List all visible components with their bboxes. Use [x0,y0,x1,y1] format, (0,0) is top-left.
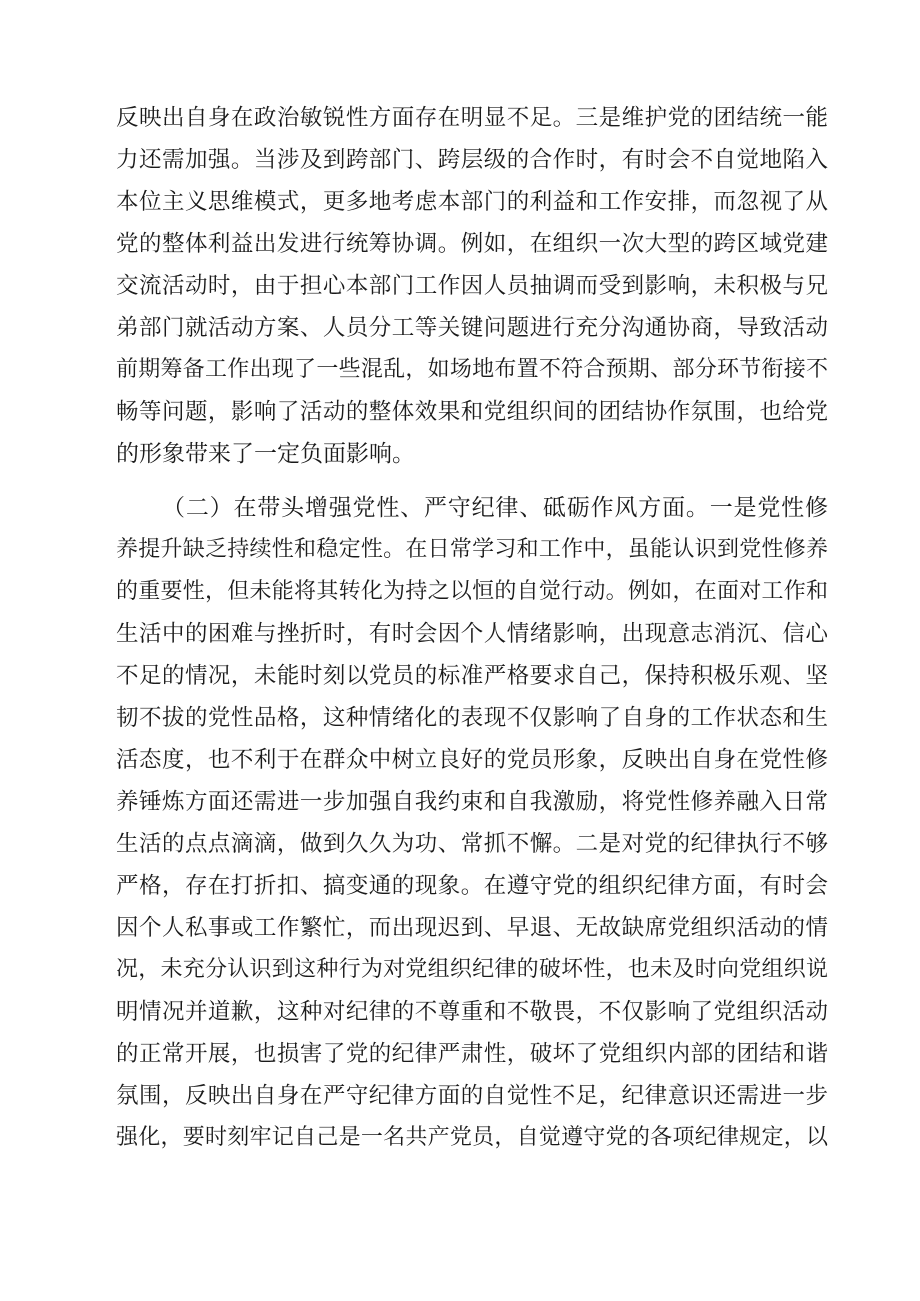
text-line: 强化，要时刻牢记自己是一名共产党员，自觉遵守党的各项纪律规定，以 [116,1125,828,1150]
text-line: 生活中的困难与挫折时，有时会因个人情绪影响，出现意志消沉、信心 [116,621,828,647]
text-line: 的正常开展，也损害了党的纪律严肃性，破坏了党组织内部的团结和谐 [116,1041,828,1067]
text-line: 力还需加强。当涉及到跨部门、跨层级的合作时，有时会不自觉地陷入 [116,147,828,173]
text-line: 氛围，反映出自身在严守纪律方面的自觉性不足，纪律意识还需进一步 [116,1083,828,1109]
text-line: 反映出自身在政治敏锐性方面存在明显不足。三是维护党的团结统一能 [116,105,828,131]
text-line: 生活的点点滴滴，做到久久为功、常抓不懈。二是对党的纪律执行不够 [116,831,828,857]
text-line: 况，未充分认识到这种行为对党组织纪律的破坏性，也未及时向党组织说 [116,957,828,982]
text-line: 畅等问题，影响了活动的整体效果和党组织间的团结协作氛围，也给党 [116,399,828,425]
text-line: 明情况并道歉，这种对纪律的不尊重和不敬畏，不仅影响了党组织活动 [116,999,828,1025]
text-line: （二）在带头增强党性、严守纪律、砥砺作风方面。一是党性修 [162,495,828,521]
text-line: 韧不拔的党性品格，这种情绪化的表现不仅影响了自身的工作状态和生 [116,705,828,731]
text-line: 本位主义思维模式，更多地考虑本部门的利益和工作安排，而忽视了从 [116,189,828,215]
text-line: 前期筹备工作出现了一些混乱，如场地布置不符合预期、部分环节衔接不 [116,357,828,382]
text-line: 交流活动时，由于担心本部门工作因人员抽调而受到影响，未积极与兄 [116,273,828,299]
text-line: 养锤炼方面还需进一步加强自我约束和自我激励，将党性修养融入日常 [116,789,828,815]
text-line: 党的整体利益出发进行统筹协调。例如，在组织一次大型的跨区域党建 [116,231,828,257]
text-line: 的重要性，但未能将其转化为持之以恒的自觉行动。例如，在面对工作和 [116,579,828,604]
text-line: 不足的情况，未能时刻以党员的标准严格要求自己，保持积极乐观、坚 [116,663,828,689]
text-line: 弟部门就活动方案、人员分工等关键问题进行充分沟通协商，导致活动 [116,315,828,341]
text-line: 养提升缺乏持续性和稳定性。在日常学习和工作中，虽能认识到党性修养 [116,537,828,562]
text-line: 因个人私事或工作繁忙，而出现迟到、早退、无故缺席党组织活动的情 [116,915,828,941]
text-line: 活态度，也不利于在群众中树立良好的党员形象，反映出自身在党性修 [116,747,828,773]
text-line: 的形象带来了一定负面影响。 [116,441,415,467]
text-line: 严格，存在打折扣、搞变通的现象。在遵守党的组织纪律方面，有时会 [116,873,828,899]
